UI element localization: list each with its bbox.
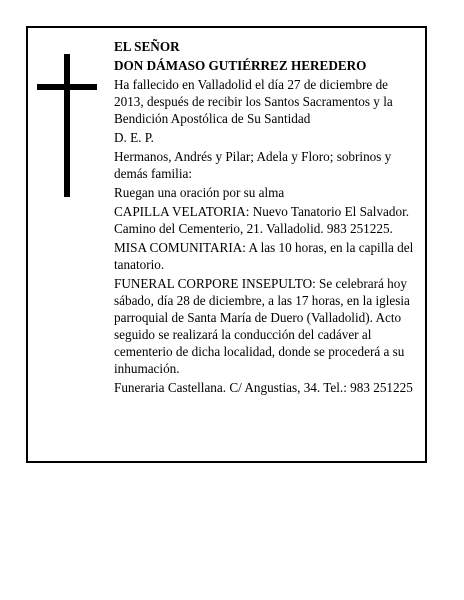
chapel-info: CAPILLA VELATORIA: Nuevo Tanatorio El Salvador. Camino del Cementerio, 21. Valladolid. 983 251225.	[114, 204, 410, 236]
deceased-name: DON DÁMASO GUTIÉRREZ HEREDERO	[114, 58, 367, 73]
title-line-1: EL SEÑOR	[114, 39, 180, 54]
family-line: Hermanos, Andrés y Pilar; Adela y Floro; sobrinos y demás familia:	[114, 149, 392, 181]
death-announcement: Ha fallecido en Valladolid el día 27 de diciembre de 2013, después de recibir los Santos Sacramentos y la Bendición Apostólica de Su Santidad	[114, 77, 393, 126]
obituary-text	[114, 38, 414, 398]
funeral-info: FUNERAL CORPORE INSEPULTO: Se celebrará hoy sábado, día 28 de diciembre, a las 17 horas, en la iglesia parroquial de Santa María de Duero (Valladolid). Acto seguido se realizará la conducción del cadáver al cementerio de dicha localidad, donde se procederá a su inhumación.	[114, 276, 410, 376]
mass-info: MISA COMUNITARIA: A las 10 horas, en la capilla del tanatorio.	[114, 240, 414, 272]
prayer-request: Ruegan una oración por su alma	[114, 185, 285, 200]
cross-icon	[64, 54, 70, 197]
dep-line: D. E. P.	[114, 130, 154, 145]
cross-icon-crossbar	[37, 84, 97, 90]
funeral-home-info: Funeraria Castellana. C/ Angustias, 34. Tel.: 983 251225	[114, 380, 413, 395]
